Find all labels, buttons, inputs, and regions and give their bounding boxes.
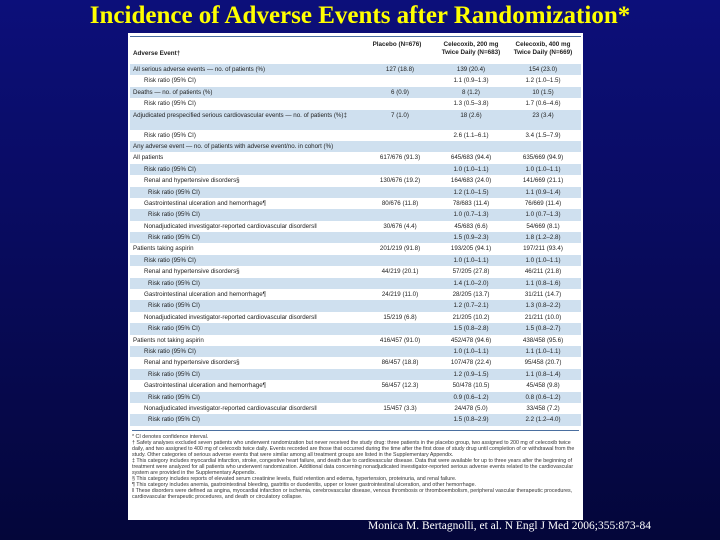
cell-celecoxib-200: 1.0 (1.0–1.1) <box>453 347 489 355</box>
table-row <box>130 152 581 163</box>
cell-celecoxib-200: 1.4 (1.0–2.0) <box>453 279 489 287</box>
table-row <box>130 312 581 323</box>
cell-celecoxib-400: 2.2 (1.2–4.0) <box>525 416 561 424</box>
row-label: Nonadjudicated investigator-reported cardiovascular disorders‖ <box>144 222 317 230</box>
cell-celecoxib-200: 1.0 (0.7–1.3) <box>453 211 489 219</box>
cell-placebo: 201/219 (91.8) <box>379 245 421 253</box>
cell-celecoxib-400: 1.1 (0.8–1.6) <box>525 279 561 287</box>
cell-placebo: 127 (18.8) <box>385 66 415 73</box>
adverse-events-table <box>128 33 583 520</box>
row-label: Risk ratio (95% CI) <box>148 416 200 424</box>
cell-celecoxib-400: 1.0 (1.0–1.1) <box>525 256 561 264</box>
cell-celecoxib-200: 1.2 (1.0–1.5) <box>453 188 489 196</box>
footnote: ¶ This category includes anemia, gastrointestinal bleeding, gastritis or duodenitis, upper or lower gastrointestinal ulceration, and other hemorrhage. <box>132 482 477 488</box>
table-row <box>130 380 581 391</box>
cell-celecoxib-200: 1.3 (0.5–3.8) <box>453 100 489 108</box>
cell-placebo: 44/219 (20.1) <box>381 268 419 276</box>
cell-placebo: 30/676 (4.4) <box>383 222 417 230</box>
table-row <box>130 75 581 86</box>
cell-celecoxib-200: 1.1 (0.9–1.3) <box>453 77 489 85</box>
row-label: Renal and hypertensive disorders§ <box>144 359 240 367</box>
row-label: Risk ratio (95% CI) <box>144 100 196 108</box>
table-row <box>130 346 581 357</box>
cell-celecoxib-400: 31/211 (14.7) <box>524 291 562 299</box>
table-row <box>130 403 581 414</box>
table-body <box>130 64 581 426</box>
cell-celecoxib-400: 438/458 (95.6) <box>522 336 564 344</box>
cell-placebo: 24/219 (11.0) <box>381 291 419 299</box>
row-label: Nonadjudicated investigator-reported cardiovascular disorders‖ <box>144 404 317 412</box>
cell-celecoxib-200: 1.0 (1.0–1.1) <box>453 256 489 264</box>
table-row <box>130 255 581 266</box>
row-label: Renal and hypertensive disorders§ <box>144 177 240 185</box>
row-label: Risk ratio (95% CI) <box>144 256 196 264</box>
footnote: † Safety analyses excluded seven patients who underwent randomization but never received the study drug: three patients in the placebo group, two assigned to 200 mg of celecoxib twice daily, and two assigned to 400 mg of celecoxib twice daily. Events recorded are those that occurred during the time after the first dose of study drug until completion of or withdrawal from the study. Other categories of serious adverse events that were similar among all treatment groups are listed in the Supplementary Appendix. <box>132 440 575 458</box>
table-row <box>130 414 581 425</box>
row-label: Nonadjudicated investigator-reported cardiovascular disorders‖ <box>144 313 317 321</box>
row-label: Risk ratio (95% CI) <box>148 279 200 287</box>
cell-celecoxib-400: 1.0 (0.7–1.3) <box>525 211 561 219</box>
cell-celecoxib-400: 1.0 (1.0–1.1) <box>525 165 561 173</box>
row-label: Patients taking aspirin <box>133 245 194 253</box>
table-row <box>130 278 581 289</box>
footnote: ‖ These disorders were defined as angina, myocardial infarction or ischemia, cerebrovascular disease, venous thrombosis or thromboembolism, peripheral vascular therapeutic procedures, cardiovascular therapeutic procedures, and death or circulatory collapse. <box>132 488 573 500</box>
table-row <box>130 335 581 346</box>
cell-celecoxib-400: 21/211 (10.0) <box>524 313 562 321</box>
cell-celecoxib-200: 2.6 (1.1–6.1) <box>453 131 489 139</box>
cell-celecoxib-200: 1.0 (1.0–1.1) <box>453 165 489 173</box>
row-label: Risk ratio (95% CI) <box>148 211 200 219</box>
row-label: Risk ratio (95% CI) <box>148 370 200 378</box>
table-row <box>130 198 581 209</box>
cell-celecoxib-400: 76/669 (11.4) <box>524 199 562 207</box>
table-footnotes <box>132 430 579 500</box>
table-row <box>130 110 581 130</box>
cell-celecoxib-400: 10 (1.5) <box>532 88 554 96</box>
table-header <box>130 36 581 66</box>
header-celecoxib-200: Celecoxib, 200 mg Twice Daily (N=683) <box>441 41 501 56</box>
table-row <box>130 266 581 277</box>
cell-placebo: 7 (1.0) <box>391 111 409 119</box>
table-row <box>130 221 581 232</box>
cell-celecoxib-200: 1.2 (0.9–1.5) <box>453 370 489 378</box>
cell-celecoxib-200: 78/683 (11.4) <box>452 199 490 207</box>
table-row <box>130 187 581 198</box>
cell-celecoxib-400: 95/458 (20.7) <box>524 359 562 367</box>
table-row <box>130 98 581 109</box>
cell-celecoxib-400: 45/458 (9.8) <box>526 382 560 390</box>
cell-placebo: 80/676 (11.8) <box>381 199 419 207</box>
header-adverse-event: Adverse Event† <box>133 50 181 57</box>
row-label: Gastrointestinal ulceration and hemorrhage¶ <box>144 199 266 207</box>
cell-celecoxib-200: 45/683 (6.6) <box>454 222 488 230</box>
cell-celecoxib-400: 1.1 (0.9–1.4) <box>525 188 561 196</box>
slide-title: Incidence of Adverse Events after Randomization* <box>89 2 631 29</box>
cell-celecoxib-400: 1.1 (1.0–1.1) <box>525 347 561 355</box>
cell-placebo: 15/219 (6.8) <box>383 313 417 321</box>
cell-celecoxib-200: 452/478 (94.6) <box>450 336 492 344</box>
row-label: Risk ratio (95% CI) <box>148 325 200 333</box>
cell-celecoxib-400: 1.3 (0.8–2.2) <box>525 302 561 310</box>
cell-celecoxib-400: 1.5 (0.8–2.7) <box>525 325 561 333</box>
row-label: Risk ratio (95% CI) <box>144 347 196 355</box>
cell-placebo: 15/457 (3.3) <box>383 404 417 412</box>
row-label: Patients not taking aspirin <box>133 336 204 344</box>
cell-celecoxib-400: 54/669 (8.1) <box>526 222 560 230</box>
cell-celecoxib-200: 21/205 (10.2) <box>452 313 490 321</box>
cell-celecoxib-400: 635/669 (94.9) <box>522 154 564 162</box>
cell-placebo: 86/457 (18.8) <box>381 359 419 367</box>
row-label: Renal and hypertensive disorders§ <box>144 268 240 276</box>
row-label: All patients <box>133 154 164 162</box>
row-label: All serious adverse events — no. of patients (%) <box>133 66 266 73</box>
table-row <box>130 175 581 186</box>
cell-celecoxib-400: 46/211 (21.8) <box>524 268 562 276</box>
cell-celecoxib-400: 1.7 (0.6–4.6) <box>525 100 561 108</box>
cell-celecoxib-200: 1.2 (0.7–2.1) <box>453 302 489 310</box>
cell-celecoxib-400: 141/669 (21.1) <box>522 177 564 185</box>
cell-celecoxib-200: 8 (1.2) <box>462 88 480 96</box>
cell-placebo: 6 (0.9) <box>391 88 409 96</box>
cell-celecoxib-200: 1.5 (0.8–2.9) <box>453 416 489 424</box>
cell-celecoxib-200: 645/683 (94.4) <box>450 154 492 162</box>
row-label: Gastrointestinal ulceration and hemorrhage¶ <box>144 382 266 390</box>
table-row <box>130 87 581 98</box>
cell-celecoxib-200: 164/683 (24.0) <box>450 177 492 185</box>
cell-celecoxib-200: 50/478 (10.5) <box>452 382 490 390</box>
table-row <box>130 130 581 141</box>
cell-placebo: 617/676 (91.3) <box>379 154 421 162</box>
table-row <box>130 300 581 311</box>
table-row <box>130 243 581 254</box>
cell-celecoxib-200: 107/478 (22.4) <box>450 359 492 367</box>
row-label: Gastrointestinal ulceration and hemorrhage¶ <box>144 291 266 299</box>
table-row <box>130 289 581 300</box>
cell-celecoxib-200: 139 (20.4) <box>456 66 486 73</box>
row-label: Risk ratio (95% CI) <box>148 302 200 310</box>
header-placebo: Placebo (N=676) <box>372 41 422 48</box>
cell-celecoxib-200: 1.5 (0.9–2.3) <box>453 234 489 242</box>
row-label: Risk ratio (95% CI) <box>144 165 196 173</box>
cell-celecoxib-200: 193/205 (94.1) <box>450 245 492 253</box>
cell-celecoxib-200: 0.9 (0.6–1.2) <box>453 393 489 401</box>
cell-celecoxib-400: 23 (3.4) <box>532 111 554 119</box>
footnote: ‡ This category includes myocardial infarction, stroke, congestive heart failure, and death due to cardiovascular disease. Data that were available for up to three years after the beginning of treatment were analyzed for all patients who underwent randomization. Additional data concerning nonadjudicated investigator-reported serious adverse events related to the cardiovascular system are provided in the Supplementary Appendix. <box>132 458 574 476</box>
table-row <box>130 369 581 380</box>
cell-celecoxib-400: 1.2 (1.0–1.5) <box>525 77 561 85</box>
table-row <box>130 64 581 75</box>
cell-celecoxib-400: 33/458 (7.2) <box>526 404 560 412</box>
footnote: * CI denotes confidence interval. <box>132 434 209 440</box>
cell-celecoxib-200: 57/205 (27.8) <box>452 268 490 276</box>
row-label: Any adverse event — no. of patients with adverse event/no. in cohort (%) <box>133 142 334 150</box>
cell-celecoxib-400: 197/211 (93.4) <box>523 245 563 253</box>
table-row <box>130 209 581 220</box>
header-celecoxib-400: Celecoxib, 400 mg Twice Daily (N=669) <box>513 41 573 56</box>
cell-placebo: 416/457 (91.0) <box>379 336 421 344</box>
row-label: Risk ratio (95% CI) <box>144 131 196 139</box>
row-label: Adjudicated prespecified serious cardiovascular events — no. of patients (%)‡ <box>133 111 347 119</box>
table-row <box>130 392 581 403</box>
cell-celecoxib-400: 154 (23.0) <box>528 66 558 73</box>
cell-placebo: 130/676 (19.2) <box>379 177 421 185</box>
table-row <box>130 164 581 175</box>
footnote: § This category includes reports of elevated serum creatinine levels, fluid retention and edema, hypertension, proteinuria, and renal failure. <box>132 476 457 482</box>
cell-celecoxib-200: 18 (2.6) <box>460 111 482 119</box>
cell-celecoxib-200: 24/478 (5.0) <box>454 404 488 412</box>
cell-celecoxib-400: 0.8 (0.6–1.2) <box>525 393 561 401</box>
cell-celecoxib-200: 28/205 (13.7) <box>452 291 490 299</box>
citation: Monica M. Bertagnolli, et al. N Engl J Med 2006;355:873-84 <box>368 520 651 532</box>
row-label: Deaths — no. of patients (%) <box>133 88 213 96</box>
cell-celecoxib-400: 1.1 (0.8–1.4) <box>525 370 561 378</box>
table-row <box>130 323 581 334</box>
row-label: Risk ratio (95% CI) <box>148 188 200 196</box>
table-row <box>130 357 581 368</box>
cell-celecoxib-400: 3.4 (1.5–7.9) <box>525 131 561 139</box>
row-label: Risk ratio (95% CI) <box>148 393 200 401</box>
cell-celecoxib-200: 1.5 (0.8–2.8) <box>453 325 489 333</box>
cell-placebo: 56/457 (12.3) <box>381 382 419 390</box>
row-label: Risk ratio (95% CI) <box>148 234 200 242</box>
table-row <box>130 232 581 243</box>
table-row <box>130 141 581 152</box>
row-label: Risk ratio (95% CI) <box>144 77 196 85</box>
cell-celecoxib-400: 1.8 (1.2–2.8) <box>525 234 561 242</box>
